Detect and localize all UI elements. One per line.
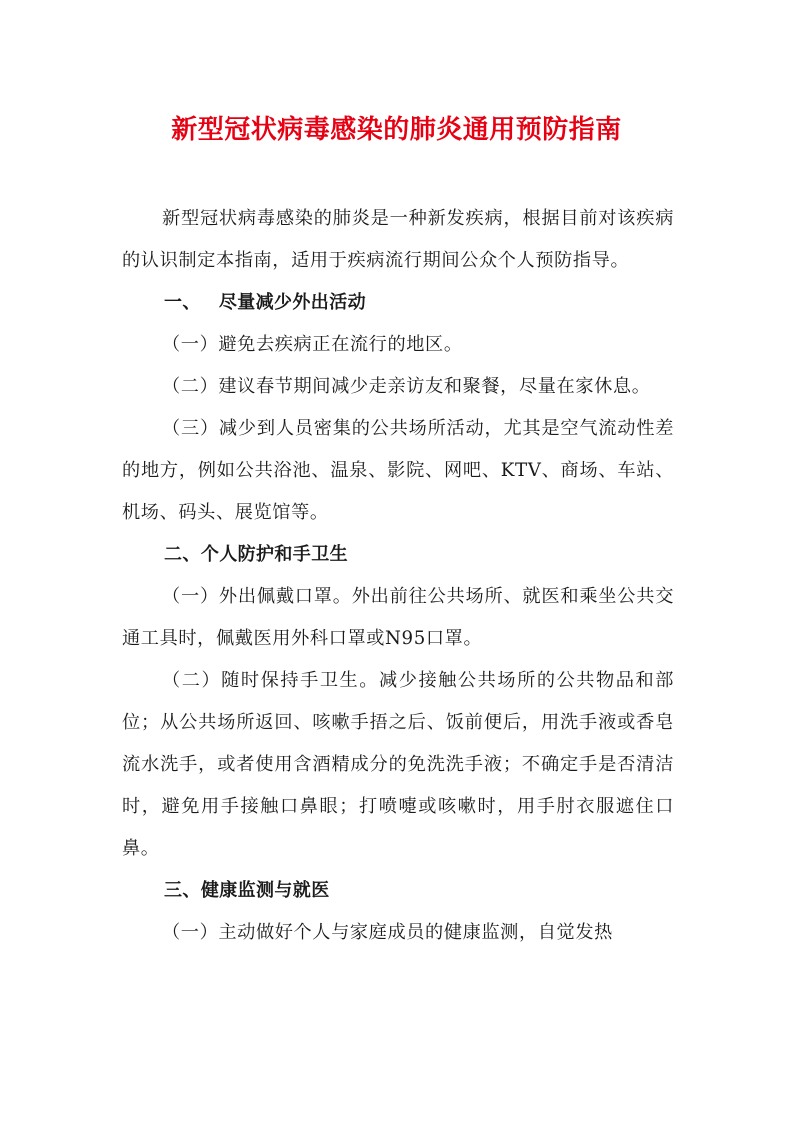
- section-title: 个人防护和手卫生: [200, 544, 349, 565]
- section-2-item-1: （一）外出佩戴口罩。外出前往公共场所、就医和乘坐公共交通工具时，佩戴医用外科口罩或N95口罩。: [122, 586, 674, 649]
- section-1-item-3: （三）减少到人员密集的公共场所活动，尤其是空气流动性差的地方，例如公共浴池、温泉、影院、网吧、KTV、商场、车站、机场、码头、展览馆等。: [122, 418, 674, 523]
- section-1-item-2: （二）建议春节期间减少走亲访友和聚餐，尽量在家休息。: [162, 376, 651, 397]
- intro-paragraph: 新型冠状病毒感染的肺炎是一种新发疾病，根据目前对该疾病的认识制定本指南，适用于疾病流行期间公众个人预防指导。: [122, 208, 674, 271]
- section-heading-3: [122, 870, 674, 912]
- section-2-item-2: （二）随时保持手卫生。减少接触公共场所的公共物品和部位；从公共场所返回、咳嗽手捂之后、饭前便后，用洗手液或香皂流水洗手，或者使用含酒精成分的免洗洗手液；不确定手是否清洁时，避免用手接触口鼻眼；打喷嚏或咳嗽时，用手肘衣服遮住口鼻。: [122, 670, 674, 859]
- document-title: 新型冠状病毒感染的肺炎通用预防指南: [171, 115, 622, 145]
- section-title: 健康监测与就医: [200, 880, 330, 901]
- section-heading-1: [122, 282, 674, 324]
- section-number: 一、: [164, 292, 201, 313]
- section-number: 二、: [164, 544, 201, 565]
- section-title: 尽量减少外出活动: [218, 292, 367, 313]
- section-3-item-1: （一）主动做好个人与家庭成员的健康监测，自觉发热: [162, 922, 613, 943]
- document-body: [122, 198, 674, 954]
- section-1-item-1: （一）避免去疾病正在流行的地区。: [162, 334, 463, 355]
- section-heading-2: [122, 534, 674, 576]
- section-number: 三、: [164, 880, 201, 901]
